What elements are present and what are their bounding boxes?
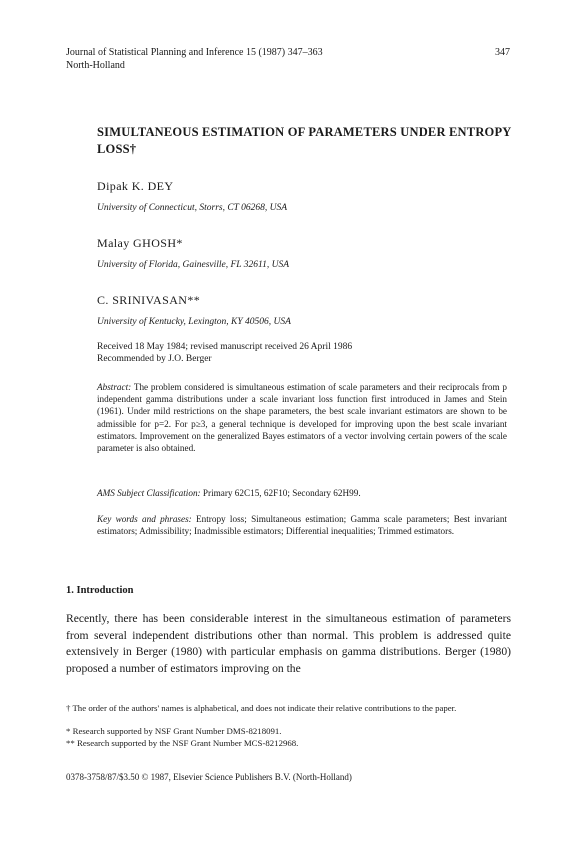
copyright-footer: 0378-3758/87/$3.50 © 1987, Elsevier Science Publishers B.V. (North-Holland) (66, 772, 352, 782)
received-dates: Received 18 May 1984; revised manuscript received 26 April 1986 (97, 342, 353, 352)
journal-header: Journal of Statistical Planning and Inference 15 (1987) 347–363 (66, 47, 323, 58)
author-name: Malay GHOSH* (97, 236, 183, 250)
footnote: ** Research supported by the NSF Grant Number MCS-8212968. (66, 738, 299, 748)
publisher-header: North-Holland (66, 60, 125, 71)
introduction-text: Recently, there has been considerable interest in the simultaneous estimation of parameters from several independent distributions other than normal. This problem is addressed quite extensively in Berger (1980) with particular emphasis on gamma distributions. Berger (1980) proposed a number of estimators improving on the (66, 612, 511, 675)
author-affiliation: University of Kentucky, Lexington, KY 40506, USA (97, 317, 291, 327)
author-name: Dipak K. DEY (97, 179, 174, 193)
abstract-text: The problem considered is simultaneous estimation of scale parameters and their reciprocals from p independent gamma distributions under a scale invariant loss function first introduced in James and Stein (1961). Under mild restrictions on the shape parameters, the best scale invariant estimators are shown to be admissible for p=2. For p≥3, a general technique is developed for improving upon the best scale invariant estimators. Improvement on the generalized Bayes estimators of a vector involving certain powers of the scale parameter is also obtained. (97, 382, 507, 454)
recommended-by: Recommended by J.O. Berger (97, 354, 212, 364)
section-heading: 1. Introduction (66, 585, 134, 596)
keywords-label: Key words and phrases: (97, 514, 192, 524)
paper-title: SIMULTANEOUS ESTIMATION OF PARAMETERS UNDER ENTROPY LOSS† (97, 125, 512, 156)
author-affiliation: University of Florida, Gainesville, FL 32611, USA (97, 260, 290, 270)
ams-classification (97, 487, 507, 499)
footnote: * Research supported by NSF Grant Number DMS-8218091. (66, 726, 282, 736)
author-name: C. SRINIVASAN** (97, 293, 201, 307)
footnote: † The order of the authors' names is alphabetical, and does not indicate their relative contributions to the paper. (66, 703, 457, 713)
author-affiliation: University of Connecticut, Storrs, CT 06268, USA (97, 203, 288, 213)
keywords-text: Entropy loss; Simultaneous estimation; Gamma scale parameters; Best invariant estimators; Admissibility; Inadmissible estimators; Differential inequalities; Trimmed estimators. (97, 514, 507, 537)
abstract-label: Abstract: (97, 382, 132, 392)
ams-label: AMS Subject Classification: (97, 488, 201, 498)
keywords (97, 513, 507, 537)
ams-text: Primary 62C15, 62F10; Secondary 62H99. (202, 488, 361, 498)
page-number: 347 (495, 47, 510, 58)
abstract (97, 381, 507, 454)
